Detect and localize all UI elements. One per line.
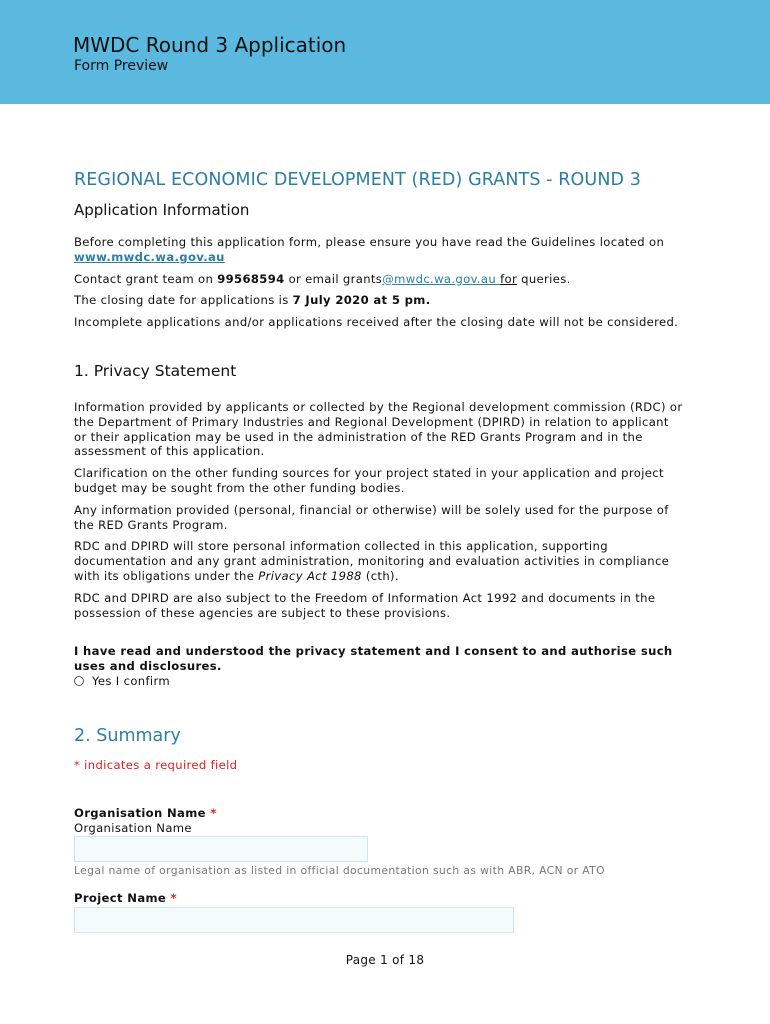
confirm-option[interactable] (74, 674, 684, 688)
org-name-required-star: * (210, 805, 217, 820)
privacy-act-name: Privacy Act 1988 (258, 568, 362, 583)
guidelines-link[interactable]: www.mwdc.wa.gov.au (74, 249, 225, 264)
form-content (74, 170, 684, 933)
consent-text: I have read and understood the privacy statement and I consent to and authorise such uses and disclosures. (74, 644, 673, 674)
page-number: Page 1 of 18 (345, 953, 425, 967)
contact-mid: or email grants (284, 271, 383, 286)
org-name-field (74, 806, 684, 877)
privacy-heading: 1. Privacy Statement (74, 361, 237, 380)
privacy-paragraph-2: Clarification on the other funding sources for your project stated in your application and project budget may be sought from the other funding bodies. (74, 466, 664, 495)
privacy-p4-post: (cth). (361, 568, 399, 583)
guidelines-text: Before completing this application form, please ensure you have read the Guidelines located on (74, 235, 665, 249)
contact-post: queries. (517, 271, 571, 286)
contact-phone: 99568594 (217, 271, 285, 286)
guidelines-paragraph (74, 235, 684, 265)
privacy-paragraph-5: RDC and DPIRD are also subject to the Freedom of Information Act 1992 and documents in the possession of these agencies are subject to these provisions. (74, 590, 656, 620)
contact-paragraph (74, 272, 684, 287)
project-name-label-text: Project Name (74, 890, 167, 905)
incomplete-paragraph: Incomplete applications and/or applications received after the closing date will not be considered. (74, 315, 679, 330)
org-name-input[interactable] (74, 836, 368, 862)
confirm-radio[interactable] (74, 676, 84, 686)
consent-block (74, 644, 684, 688)
contact-for: for (500, 271, 518, 286)
org-name-hint: Legal name of organisation as listed in official documentation such as with ABR, ACN or ATO (74, 863, 605, 877)
closing-date-paragraph (74, 293, 684, 308)
project-name-input[interactable] (74, 907, 514, 933)
project-name-label (74, 891, 684, 906)
org-name-label-text: Organisation Name (74, 805, 206, 820)
form-header (0, 0, 770, 104)
project-name-required-star: * (170, 890, 177, 905)
summary-heading: 2. Summary (74, 725, 181, 746)
application-info-heading: Application Information (74, 201, 250, 219)
org-name-sublabel: Organisation Name (74, 820, 192, 835)
closing-date: 7 July 2020 at 5 pm. (292, 293, 431, 308)
grant-heading: REGIONAL ECONOMIC DEVELOPMENT (RED) GRANTS - ROUND 3 (74, 170, 641, 190)
privacy-paragraph-3: Any information provided (personal, financial or otherwise) will be solely used for the purpose of the RED Grants Program. (74, 502, 669, 532)
privacy-paragraph-1: Information provided by applicants or collected by the Regional development commission (RDC) or the Department of Primary Industries and Regional Development (DPIRD) in relation to applicant or their application may be used in the administration of the RED Grants Program and in the assessment of this application. (74, 399, 683, 459)
privacy-p4-pre: RDC and DPIRD will store personal information collected in this application, supporting documentation and any grant administration, monitoring and evaluation activities in compliance with its obligations under the (74, 539, 670, 583)
required-note: * indicates a required field (74, 757, 238, 772)
privacy-paragraph-4 (74, 539, 684, 583)
form-subtitle: Form Preview (74, 58, 169, 74)
confirm-label: Yes I confirm (92, 673, 171, 688)
form-title: MWDC Round 3 Application (73, 33, 347, 57)
project-name-field (74, 891, 684, 933)
contact-pre: Contact grant team on (74, 271, 218, 286)
email-link[interactable]: @mwdc.wa.gov.au (382, 271, 501, 286)
closing-date-pre: The closing date for applications is (74, 293, 293, 308)
org-name-label (74, 806, 684, 821)
